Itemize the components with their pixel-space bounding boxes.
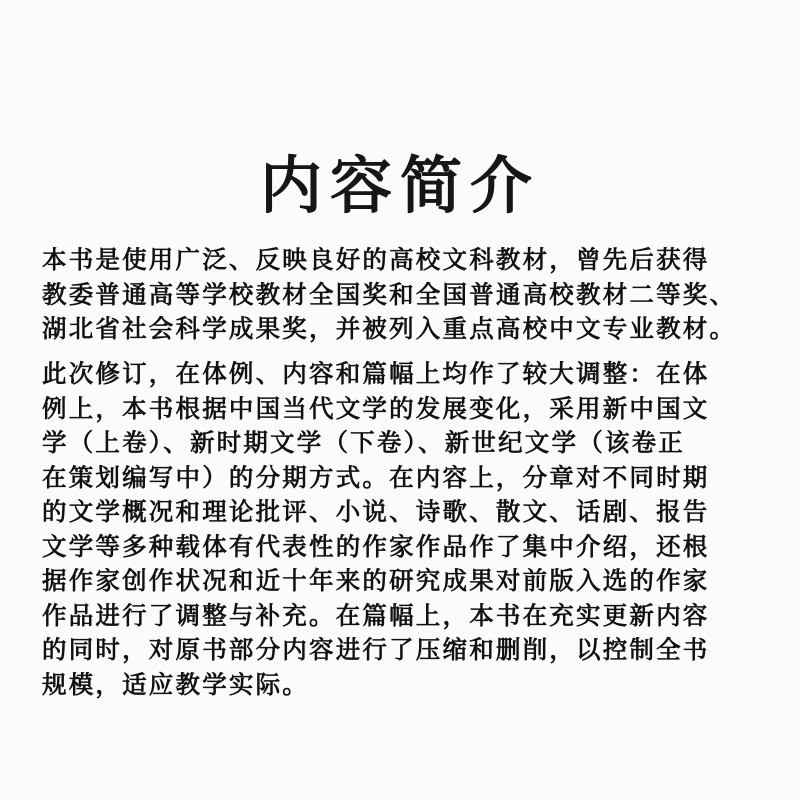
paragraph-line: 据作家创作状况和近十年来的研究成果对前版入选的作家 [42, 566, 710, 595]
paragraph-line: 本书是使用广泛、反映良好的高校文科教材，曾先后获得 [42, 245, 710, 274]
paragraph-line: 的文学概况和理论批评、小说、诗歌、散文、话剧、报告 [42, 497, 710, 526]
paragraph-line: 湖北省社会科学成果奖，并被列入重点高校中文专业教材。 [42, 314, 737, 343]
page-title: 内容简介 [259, 148, 540, 222]
paragraph-line: 的同时，对原书部分内容进行了压缩和删削，以控制全书 [42, 635, 710, 664]
paragraph-line: 学（上卷）、新时期文学（下卷）、新世纪文学（该卷正 [42, 428, 685, 457]
paragraph-line: 教委普通高等学校教材全国奖和全国普通高校教材二等奖、 [42, 279, 737, 309]
intro-paragraph-1 [42, 243, 762, 347]
paragraph-line: 文学等多种载体有代表性的作家作品作了集中介绍，还根 [42, 531, 710, 561]
paragraph-line: 作品进行了调整与补充。在篇幅上，本书在充实更新内容 [42, 600, 710, 630]
paragraph-line: 在策划编写中）的分期方式。在内容上，分章对不同时期 [42, 462, 710, 492]
intro-paragraph-2 [42, 357, 762, 702]
paragraph-line: 此次修订，在体例、内容和篇幅上均作了较大调整：在体 [42, 359, 710, 388]
paragraph-line: 规模，适应教学实际。 [42, 669, 309, 699]
paragraph-line: 例上，本书根据中国当代文学的发展变化，采用新中国文 [42, 393, 710, 423]
